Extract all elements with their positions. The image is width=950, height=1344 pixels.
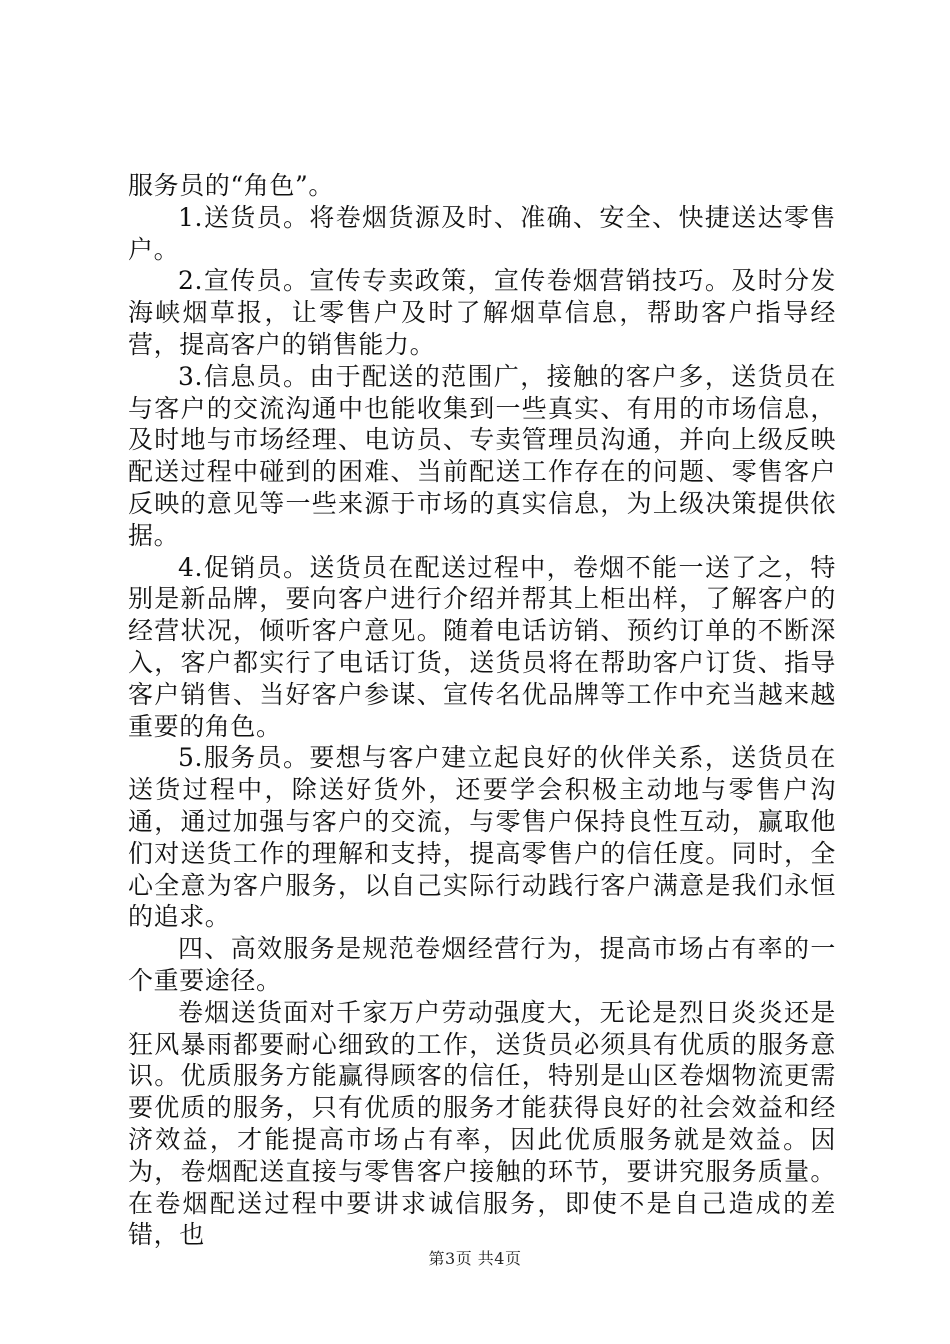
paragraph: 1.送货员。将卷烟货源及时、准确、安全、快捷送达零售户。	[128, 202, 836, 264]
section-heading-paragraph: 四、高效服务是规范卷烟经营行为，提高市场占有率的一个重要途径。	[128, 934, 836, 995]
paragraph: 3.信息员。由于配送的范围广，接触的客户多，送货员在与客户的交流沟通中也能收集到一些真实、有用的市场信息，及时地与市场经理、电访员、专卖管理员沟通，并向上级反映配送过程中碰到的困难、当前配送工作存在的问题、零售客户反映的意见等一些来源于市场的真实信息，为上级决策提供依据。	[128, 361, 836, 550]
page-number-footer: 第3页 共4页	[428, 1249, 522, 1268]
paragraph: 5.服务员。要想与客户建立起良好的伙伴关系，送货员在送货过程中，除送好货外，还要学会积极主动地与零售户沟通，通过加强与客户的交流，与零售户保持良性互动，赢取他们对送货工作的理解和支持，提高零售户的信任度。同时，全心全意为客户服务，以自己实际行动践行客户满意是我们永恒的追求。	[128, 743, 836, 932]
paragraph: 4.促销员。送货员在配送过程中，卷烟不能一送了之，特别是新品牌，要向客户进行介绍并帮其上柜出样，了解客户的经营状况，倾听客户意见。随着电话访销、预约订单的不断深入，客户都实行了电话订货，送货员将在帮助客户订货、指导客户销售、当好客户参谋、宣传名优品牌等工作中充当越来越重要的角色。	[128, 552, 836, 741]
paragraph: 2.宣传员。宣传专卖政策，宣传卷烟营销技巧。及时分发海峡烟草报，让零售户及时了解烟草信息，帮助客户指导经营，提高客户的销售能力。	[128, 266, 836, 359]
document-body	[128, 170, 836, 1251]
paragraph: 服务员的“角色”。	[128, 171, 334, 200]
paragraph: 卷烟送货面对千家万户劳动强度大，无论是烈日炎炎还是狂风暴雨都要耐心细致的工作，送货员必须具有优质的服务意识。优质服务方能赢得顾客的信任，特别是山区卷烟物流更需要优质的服务，只有优质的服务才能获得良好的社会效益和经济效益，才能提高市场占有率，因此优质服务就是效益。因为，卷烟配送直接与零售客户接触的环节，要讲究服务质量。在卷烟配送过程中要讲求诚信服务，即使不是自己造成的差错，也	[128, 997, 836, 1250]
